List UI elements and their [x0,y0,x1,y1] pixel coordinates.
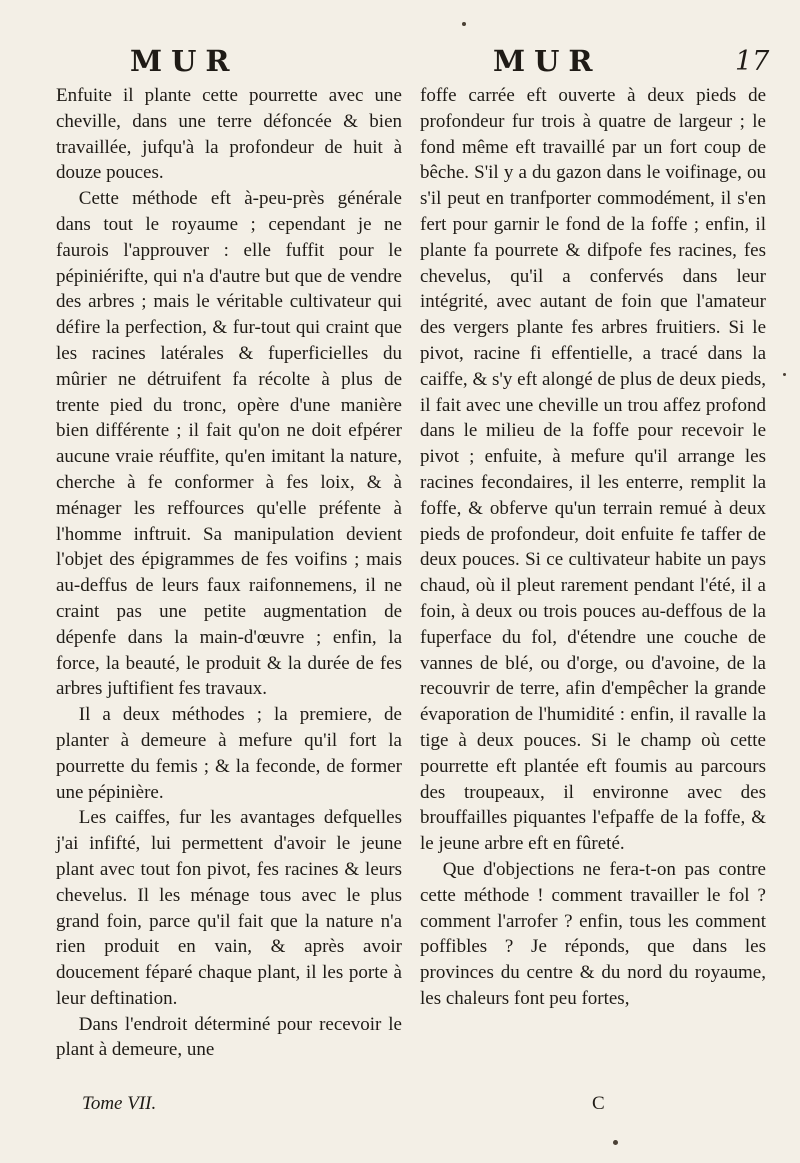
paragraph: Il a deux méthodes ; la premiere, de planter à demeure à mefure qu'il fort la pourrette du femis ; & la feconde, de former une pépinière. [56,704,402,803]
paragraph: foffe carrée eft ouverte à deux pieds de profondeur fur trois à quatre de largeur ; le fond même eft travaillé par un fort coup de bêche. S'il y a du gazon dans le voifinage, ou s'il peut en tranfporter commodément, il s'en fert pour garnir le fond de la foffe ; enfin, il plante fa pourrete & difpofe fes racines, fes chevelus, qu'il a confervés dans leur intégrité, avec autant de foin que l'amateur des vergers plante fes arbres fruitiers. Si le pivot, racine fi effentielle, a tracé dans la caiffe, & s'y eft alongé de plus de deux pieds, il fait avec une cheville un trou affez profond dans le milieu de la foffe pour recevoir le pivot ; enfuite, à mefure qu'il arrange les racines fecondaires, il les enterre, remplit la foffe, & obferve qu'un terrain remué à deux pieds de profondeur, doit enfuite fe taffer de deux pouces. Si ce cultivateur habite un pays chaud, où il pleut rarement pendant l'été, il a foin, à deux ou trois pouces au-deffous de la fuperface du fol, d'étendre une couche de vannes de blé, ou d'orge, ou d'avoine, de la recouvrir de terre, afin d'empêcher la grande évaporation de l'humidité : enfin, il ravalle la tige à deux pouces. Si le champ où cette pourrette eft plantée eft foumis au parcours des troupeaux, il environne avec des brouffailles piquantes l'efpaffe de la foffe, & le jeune arbre eft en fûreté. [420,85,766,855]
running-head-left: MUR [130,44,239,78]
ink-speck [613,1140,618,1145]
running-head-right: MUR [493,44,602,78]
paragraph: Cette méthode eft à-peu-près générale dans tout le royaume ; cependant je ne faurois l'approuver : elle fuffit pour le pépiniérifte, qui n'a d'autre but que de vendre des arbres ; mais le véritable cultivateur qui défire la perfection, & fur-tout qui craint que les racines latérales & fuperficielles du mûrier ne détruifent fa récolte à plus de trente pied du tronc, opère d'une manière bien différente ; il fait qu'on ne doit efpérer aucune vraie réuffite, qu'en imitant la nature, cherche à fe conformer à fes loix, & à ménager les reffources qu'elle préfente à l'homme inftruit. Sa manipulation devient l'objet des épigrammes de fes voifins ; mais au-deffus de leurs faux raifonnemens, il ne craint pas une petite augmentation de dépenfe dans la main-d'œuvre ; enfin, la force, la beauté, le produit & la durée de fes arbres juftifient fes travaux. [56,188,402,700]
paragraph: Enfuite il plante cette pourrette avec une cheville, dans une terre défoncée & bien travaillée, jufqu'à la profondeur de huit à douze pouces. [56,85,402,184]
left-text-column [56,83,402,1063]
ink-speck [462,22,466,26]
paragraph: Les caiffes, fur les avantages defquelles j'ai infifté, lui permettent d'avoir le jeune plant avec tout fon pivot, fes racines & leurs chevelus. Il les ménage tous avec le plus grand foin, parce qu'il fait que la nature n'a rien produit en vain, & après avoir doucement féparé chaque plant, il les porte à leur deftination. [56,807,402,1009]
page-number: 17 [735,46,770,77]
paragraph: Dans l'endroit déterminé pour recevoir le plant à demeure, une [56,1013,402,1061]
paragraph: Que d'objections ne fera-t-on pas contre cette méthode ! comment travailler le fol ? comment l'arrofer ? enfin, tous les comment poffibles ? Je réponds, que dans les provinces du centre & du nord du royaume, les chaleurs font peu fortes, [420,858,766,1009]
signature-mark: C [592,1093,605,1114]
volume-footer: Tome VII. [82,1093,157,1114]
ink-speck [783,373,786,376]
right-text-column [420,83,766,1012]
